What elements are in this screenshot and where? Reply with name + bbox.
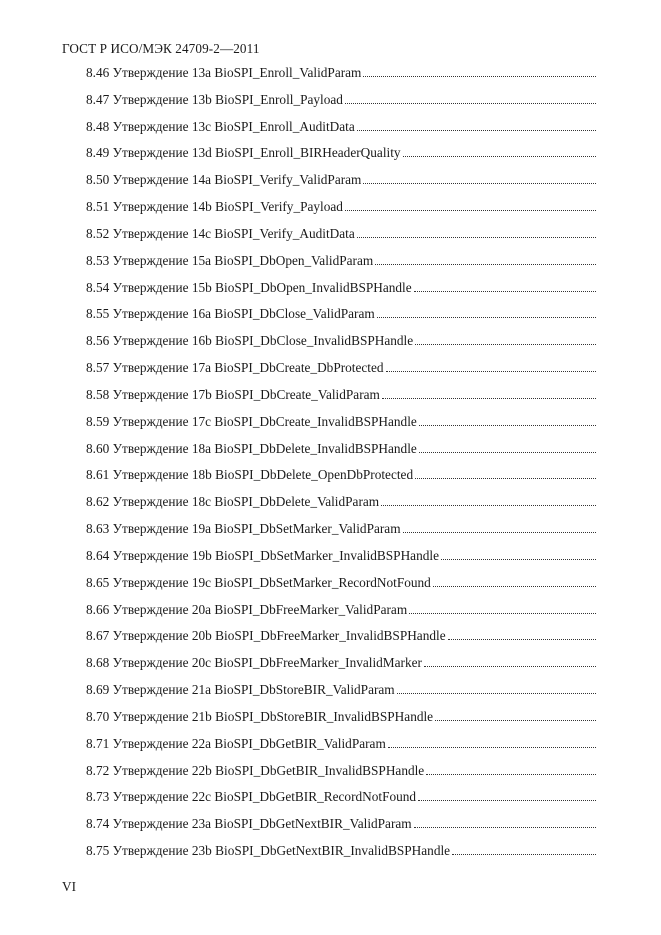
toc-entry[interactable] bbox=[86, 680, 596, 707]
toc-entry-text: 8.62 Утверждение 18c BioSPI_DbDelete_ValidParam bbox=[86, 494, 380, 510]
toc-entry-text: 8.68 Утверждение 20c BioSPI_DbFreeMarker_InvalidMarker bbox=[86, 655, 422, 671]
toc-entry-text: 8.74 Утверждение 23a BioSPI_DbGetNextBIR_ValidParam bbox=[86, 816, 412, 832]
dot-leader bbox=[386, 371, 596, 372]
toc-entry-text: 8.72 Утверждение 22b BioSPI_DbGetBIR_InvalidBSPHandle bbox=[86, 762, 425, 778]
toc-entry[interactable] bbox=[86, 546, 596, 573]
dot-leader bbox=[426, 774, 596, 775]
dot-leader bbox=[345, 210, 596, 211]
dot-leader bbox=[357, 130, 596, 131]
toc-entry[interactable] bbox=[86, 439, 596, 466]
toc-entry[interactable] bbox=[86, 734, 596, 761]
toc-entry-text: 8.55 Утверждение 16a BioSPI_DbClose_ValidParam bbox=[86, 306, 375, 322]
dot-leader bbox=[435, 720, 596, 721]
dot-leader bbox=[357, 237, 596, 238]
toc-entry[interactable] bbox=[86, 304, 596, 331]
toc-entry-text: 8.56 Утверждение 16b BioSPI_DbClose_InvalidBSPHandle bbox=[86, 333, 414, 349]
toc-entry[interactable] bbox=[86, 814, 596, 841]
toc-entry[interactable] bbox=[86, 358, 596, 385]
toc-entry[interactable] bbox=[86, 224, 596, 251]
toc-entry-text: 8.67 Утверждение 20b BioSPI_DbFreeMarker_InvalidBSPHandle bbox=[86, 628, 446, 644]
dot-leader bbox=[414, 291, 596, 292]
dot-leader bbox=[448, 639, 596, 640]
toc-entry-text: 8.63 Утверждение 19a BioSPI_DbSetMarker_ValidParam bbox=[86, 521, 401, 537]
dot-leader bbox=[424, 666, 596, 667]
dot-leader bbox=[403, 532, 596, 533]
table-of-contents bbox=[86, 63, 596, 868]
toc-entry-text: 8.53 Утверждение 15a BioSPI_DbOpen_ValidParam bbox=[86, 252, 374, 268]
dot-leader bbox=[377, 317, 596, 318]
toc-entry-text: 8.75 Утверждение 23b BioSPI_DbGetNextBIR_InvalidBSPHandle bbox=[86, 843, 451, 859]
toc-entry-text: 8.52 Утверждение 14c BioSPI_Verify_AuditData bbox=[86, 225, 355, 241]
dot-leader bbox=[415, 478, 596, 479]
toc-entry[interactable] bbox=[86, 63, 596, 90]
toc-entry-text: 8.49 Утверждение 13d BioSPI_Enroll_BIRHeaderQuality bbox=[86, 145, 401, 161]
toc-entry[interactable] bbox=[86, 761, 596, 788]
toc-entry[interactable] bbox=[86, 465, 596, 492]
toc-entry[interactable] bbox=[86, 600, 596, 627]
toc-entry-text: 8.51 Утверждение 14b BioSPI_Verify_Payload bbox=[86, 199, 343, 215]
toc-entry-text: 8.47 Утверждение 13b BioSPI_Enroll_Payload bbox=[86, 91, 343, 107]
toc-entry-text: 8.59 Утверждение 17c BioSPI_DbCreate_InvalidBSPHandle bbox=[86, 413, 417, 429]
toc-entry[interactable] bbox=[86, 787, 596, 814]
toc-entry[interactable] bbox=[86, 841, 596, 868]
toc-entry-text: 8.61 Утверждение 18b BioSPI_DbDelete_OpenDbProtected bbox=[86, 467, 414, 483]
dot-leader bbox=[419, 452, 596, 453]
dot-leader bbox=[409, 613, 596, 614]
dot-leader bbox=[415, 344, 596, 345]
dot-leader bbox=[397, 693, 596, 694]
toc-entry[interactable] bbox=[86, 90, 596, 117]
toc-entry[interactable] bbox=[86, 492, 596, 519]
dot-leader bbox=[363, 76, 596, 77]
toc-entry-text: 8.58 Утверждение 17b BioSPI_DbCreate_ValidParam bbox=[86, 386, 380, 402]
dot-leader bbox=[419, 425, 596, 426]
toc-entry-text: 8.48 Утверждение 13c BioSPI_Enroll_AuditData bbox=[86, 118, 355, 134]
dot-leader bbox=[375, 264, 596, 265]
dot-leader bbox=[403, 156, 596, 157]
dot-leader bbox=[433, 586, 596, 587]
toc-entry[interactable] bbox=[86, 170, 596, 197]
toc-entry[interactable] bbox=[86, 197, 596, 224]
toc-entry-text: 8.64 Утверждение 19b BioSPI_DbSetMarker_InvalidBSPHandle bbox=[86, 547, 439, 563]
toc-entry-text: 8.57 Утверждение 17a BioSPI_DbCreate_DbProtected bbox=[86, 360, 384, 376]
toc-entry-text: 8.50 Утверждение 14a BioSPI_Verify_ValidParam bbox=[86, 172, 362, 188]
toc-entry-text: 8.66 Утверждение 20a BioSPI_DbFreeMarker_ValidParam bbox=[86, 601, 408, 617]
toc-entry[interactable] bbox=[86, 626, 596, 653]
toc-entry[interactable] bbox=[86, 331, 596, 358]
dot-leader bbox=[418, 800, 596, 801]
dot-leader bbox=[388, 747, 596, 748]
toc-entry-text: 8.54 Утверждение 15b BioSPI_DbOpen_InvalidBSPHandle bbox=[86, 279, 412, 295]
toc-entry-text: 8.46 Утверждение 13a BioSPI_Enroll_ValidParam bbox=[86, 65, 362, 80]
toc-entry-text: 8.71 Утверждение 22a BioSPI_DbGetBIR_ValidParam bbox=[86, 735, 386, 751]
toc-entry[interactable] bbox=[86, 653, 596, 680]
toc-entry[interactable] bbox=[86, 573, 596, 600]
dot-leader bbox=[414, 827, 596, 828]
dot-leader bbox=[382, 398, 596, 399]
document-header: ГОСТ Р ИСО/МЭК 24709-2—2011 bbox=[62, 41, 260, 56]
dot-leader bbox=[363, 183, 596, 184]
dot-leader bbox=[345, 103, 596, 104]
toc-entry[interactable] bbox=[86, 278, 596, 305]
toc-entry[interactable] bbox=[86, 385, 596, 412]
toc-entry-text: 8.60 Утверждение 18a BioSPI_DbDelete_InvalidBSPHandle bbox=[86, 440, 417, 456]
toc-entry[interactable] bbox=[86, 707, 596, 734]
toc-entry[interactable] bbox=[86, 519, 596, 546]
toc-entry[interactable] bbox=[86, 251, 596, 278]
dot-leader bbox=[441, 559, 596, 560]
dot-leader bbox=[452, 854, 596, 855]
toc-entry[interactable] bbox=[86, 143, 596, 170]
page-number: VI bbox=[62, 879, 77, 894]
toc-entry-text: 8.65 Утверждение 19c BioSPI_DbSetMarker_RecordNotFound bbox=[86, 574, 431, 590]
toc-entry-text: 8.73 Утверждение 22c BioSPI_DbGetBIR_RecordNotFound bbox=[86, 789, 417, 805]
toc-entry-text: 8.69 Утверждение 21a BioSPI_DbStoreBIR_ValidParam bbox=[86, 682, 395, 698]
toc-entry-text: 8.70 Утверждение 21b BioSPI_DbStoreBIR_InvalidBSPHandle bbox=[86, 708, 434, 724]
toc-entry[interactable] bbox=[86, 412, 596, 439]
dot-leader bbox=[381, 505, 596, 506]
toc-entry[interactable] bbox=[86, 117, 596, 144]
